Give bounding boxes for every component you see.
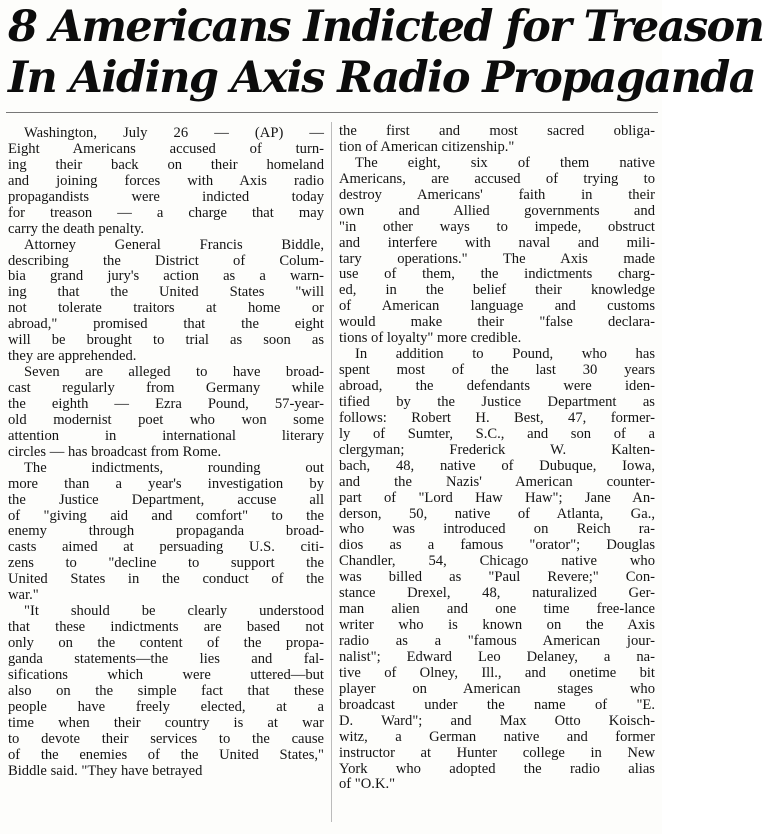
article-text-line: The indictments, rounding out [24, 459, 324, 476]
article-text-line: Eight Americans accused of turn- [8, 140, 324, 157]
article-column-left [8, 126, 324, 779]
article-text-line: "It should be clearly understood [24, 603, 324, 620]
article-text-line: people have freely elected, at a [8, 698, 324, 715]
article-text-line: follows: Robert H. Best, 47, former- [339, 409, 655, 426]
article-text-line: casts aimed at persuading U.S. citi- [8, 539, 324, 556]
article-text-line: not tolerate traitors at home or [8, 300, 324, 317]
article-text-line: Washington, July 26 — (AP) — [24, 125, 324, 141]
article-text-line: of American language and customs [339, 298, 655, 315]
article-text-line: ed, in the belief their knowledge [339, 282, 655, 299]
article-text-line: will be brought to trial as soon as [8, 332, 324, 349]
article-text-line: nalist"; Edward Leo Delaney, a na- [339, 648, 655, 665]
article-text-line: Chandler, 54, Chicago native who [339, 553, 655, 570]
article-text-line: more than a year's investigation by [8, 475, 324, 492]
article-text-line: broadcast under the name of "E. [339, 696, 655, 713]
article-text-line: and the Nazis' American counter- [339, 473, 655, 490]
article-text-line: The eight, six of them native [355, 154, 655, 171]
article-text-line: for treason — a charge that may [8, 204, 324, 221]
article-text-line: also on the simple fact that these [8, 682, 324, 699]
article-text-line: who was introduced on Reich ra- [339, 521, 655, 538]
article-text-line: would make their "false declara- [339, 314, 655, 331]
article-text-line: cast regularly from Germany while [8, 380, 324, 396]
article-text-line: dios as a famous "orator"; Douglas [339, 537, 655, 554]
article-text-line: man alien and one time free-lance [339, 601, 655, 618]
article-text-line: In addition to Pound, who has [355, 346, 655, 363]
article-text-line: "in other ways to impede, obstruct [339, 218, 655, 235]
article-text-line: Americans, are accused of trying to [339, 170, 655, 187]
article-text-line: to devote their services to the cause [8, 730, 324, 747]
article-text-line: ganda statements—the lies and fal- [8, 650, 324, 667]
article-text-line: was billed as "Paul Revere;" Con- [339, 569, 655, 586]
article-text-line: of the enemies of the United States," [8, 746, 324, 763]
article-text-line: that these indictments are based not [8, 619, 324, 636]
article-text-line: York who adopted the radio alias [339, 760, 655, 777]
article-text-line: Seven are alleged to have broad- [24, 364, 324, 381]
headline-line-2: In Aiding Axis Radio Propaganda [8, 53, 756, 103]
article-text-line: instructor at Hunter college in New [339, 744, 655, 761]
article-text-line: use of them, the indictments charg- [339, 266, 655, 283]
article-text-line: stance Drexel, 48, naturalized Ger- [339, 585, 655, 602]
article-text-line: bach, 48, native of Dubuque, Iowa, [339, 457, 655, 474]
headline [8, 2, 763, 104]
article-text-line: abroad, the defendants were iden- [339, 378, 655, 394]
article-text-line: bia grand jury's action as a warn- [8, 268, 324, 285]
article-text-line: D. Ward"; and Max Otto Koisch- [339, 712, 655, 729]
article-text-line: ly of Sumter, S.C., and son of a [339, 425, 655, 442]
article-text-line: propagandists were indicted today [8, 188, 324, 205]
article-text-line: and interfere with naval and mili- [339, 234, 655, 251]
article-text-line: attention in international literary [8, 427, 324, 444]
article-text-line: Biddle said. "They have betrayed [8, 762, 203, 779]
article-text-line: they are apprehended. [8, 348, 137, 365]
article-text-line: the first and most sacred obliga- [339, 123, 655, 139]
article-text-line: United States in the conduct of the [8, 571, 324, 588]
article-text-line: tary operations." The Axis made [339, 250, 655, 267]
article-text-line: sifications which were uttered—but [8, 666, 324, 683]
article-text-line: ing that the United States "will [8, 284, 324, 301]
article-text-line: part of "Lord Haw Haw"; Jane An- [339, 489, 655, 506]
column-divider [331, 122, 332, 822]
article-text-line: writer who is known on the Axis [339, 617, 655, 634]
article-text-line: tions of loyalty" more credible. [339, 330, 522, 347]
article-text-line: tified by the Justice Department as [339, 393, 655, 410]
article-text-line: player on American stages who [339, 680, 655, 697]
article-text-line: describing the District of Colum- [8, 252, 324, 269]
article-text-line: ing their back on their homeland [8, 156, 324, 173]
article-text-line: destroy Americans' faith in their [339, 186, 655, 203]
article-text-line: radio as a "famous American jour- [339, 633, 655, 649]
article-text-line: only on the content of the propa- [8, 635, 324, 651]
article-text-line: enemy through propaganda broad- [8, 523, 324, 540]
article-text-line: abroad," promised that the eight [8, 316, 324, 333]
article-text-line: time when their country is at war [8, 714, 324, 731]
article-text-line: tion of American citizenship." [339, 138, 515, 155]
article-text-line: old modernist poet who won some [8, 411, 324, 428]
article-text-line: of "O.K." [339, 776, 396, 793]
article-text-line: the Justice Department, accuse all [8, 491, 324, 508]
article-text-line: witz, a German native and former [339, 728, 655, 745]
headline-line-1: 8 Americans Indicted for Treason [8, 2, 763, 52]
article-text-line: the eighth — Ezra Pound, 57-year- [8, 395, 324, 412]
article-text-line: own and Allied governments and [339, 202, 655, 219]
article-text-line: Attorney General Francis Biddle, [24, 236, 324, 253]
article-text-line: circles — has broadcast from Rome. [8, 443, 222, 460]
article-text-line: clergyman; Frederick W. Kalten- [339, 441, 655, 458]
article-text-line: zens to "decline to support the [8, 555, 324, 572]
headline-rule [6, 112, 658, 113]
article-column-right [339, 124, 655, 793]
article-text-line: spent most of the last 30 years [339, 362, 655, 379]
article-text-line: and joining forces with Axis radio [8, 172, 324, 189]
article-text-line: war." [8, 587, 39, 604]
article-text-line: tive of Olney, Ill., and onetime bit [339, 664, 655, 681]
article-text-line: derson, 50, native of Atlanta, Ga., [339, 505, 655, 522]
article-text-line: of "giving aid and comfort" to the [8, 507, 324, 524]
article-text-line: carry the death penalty. [8, 220, 145, 237]
